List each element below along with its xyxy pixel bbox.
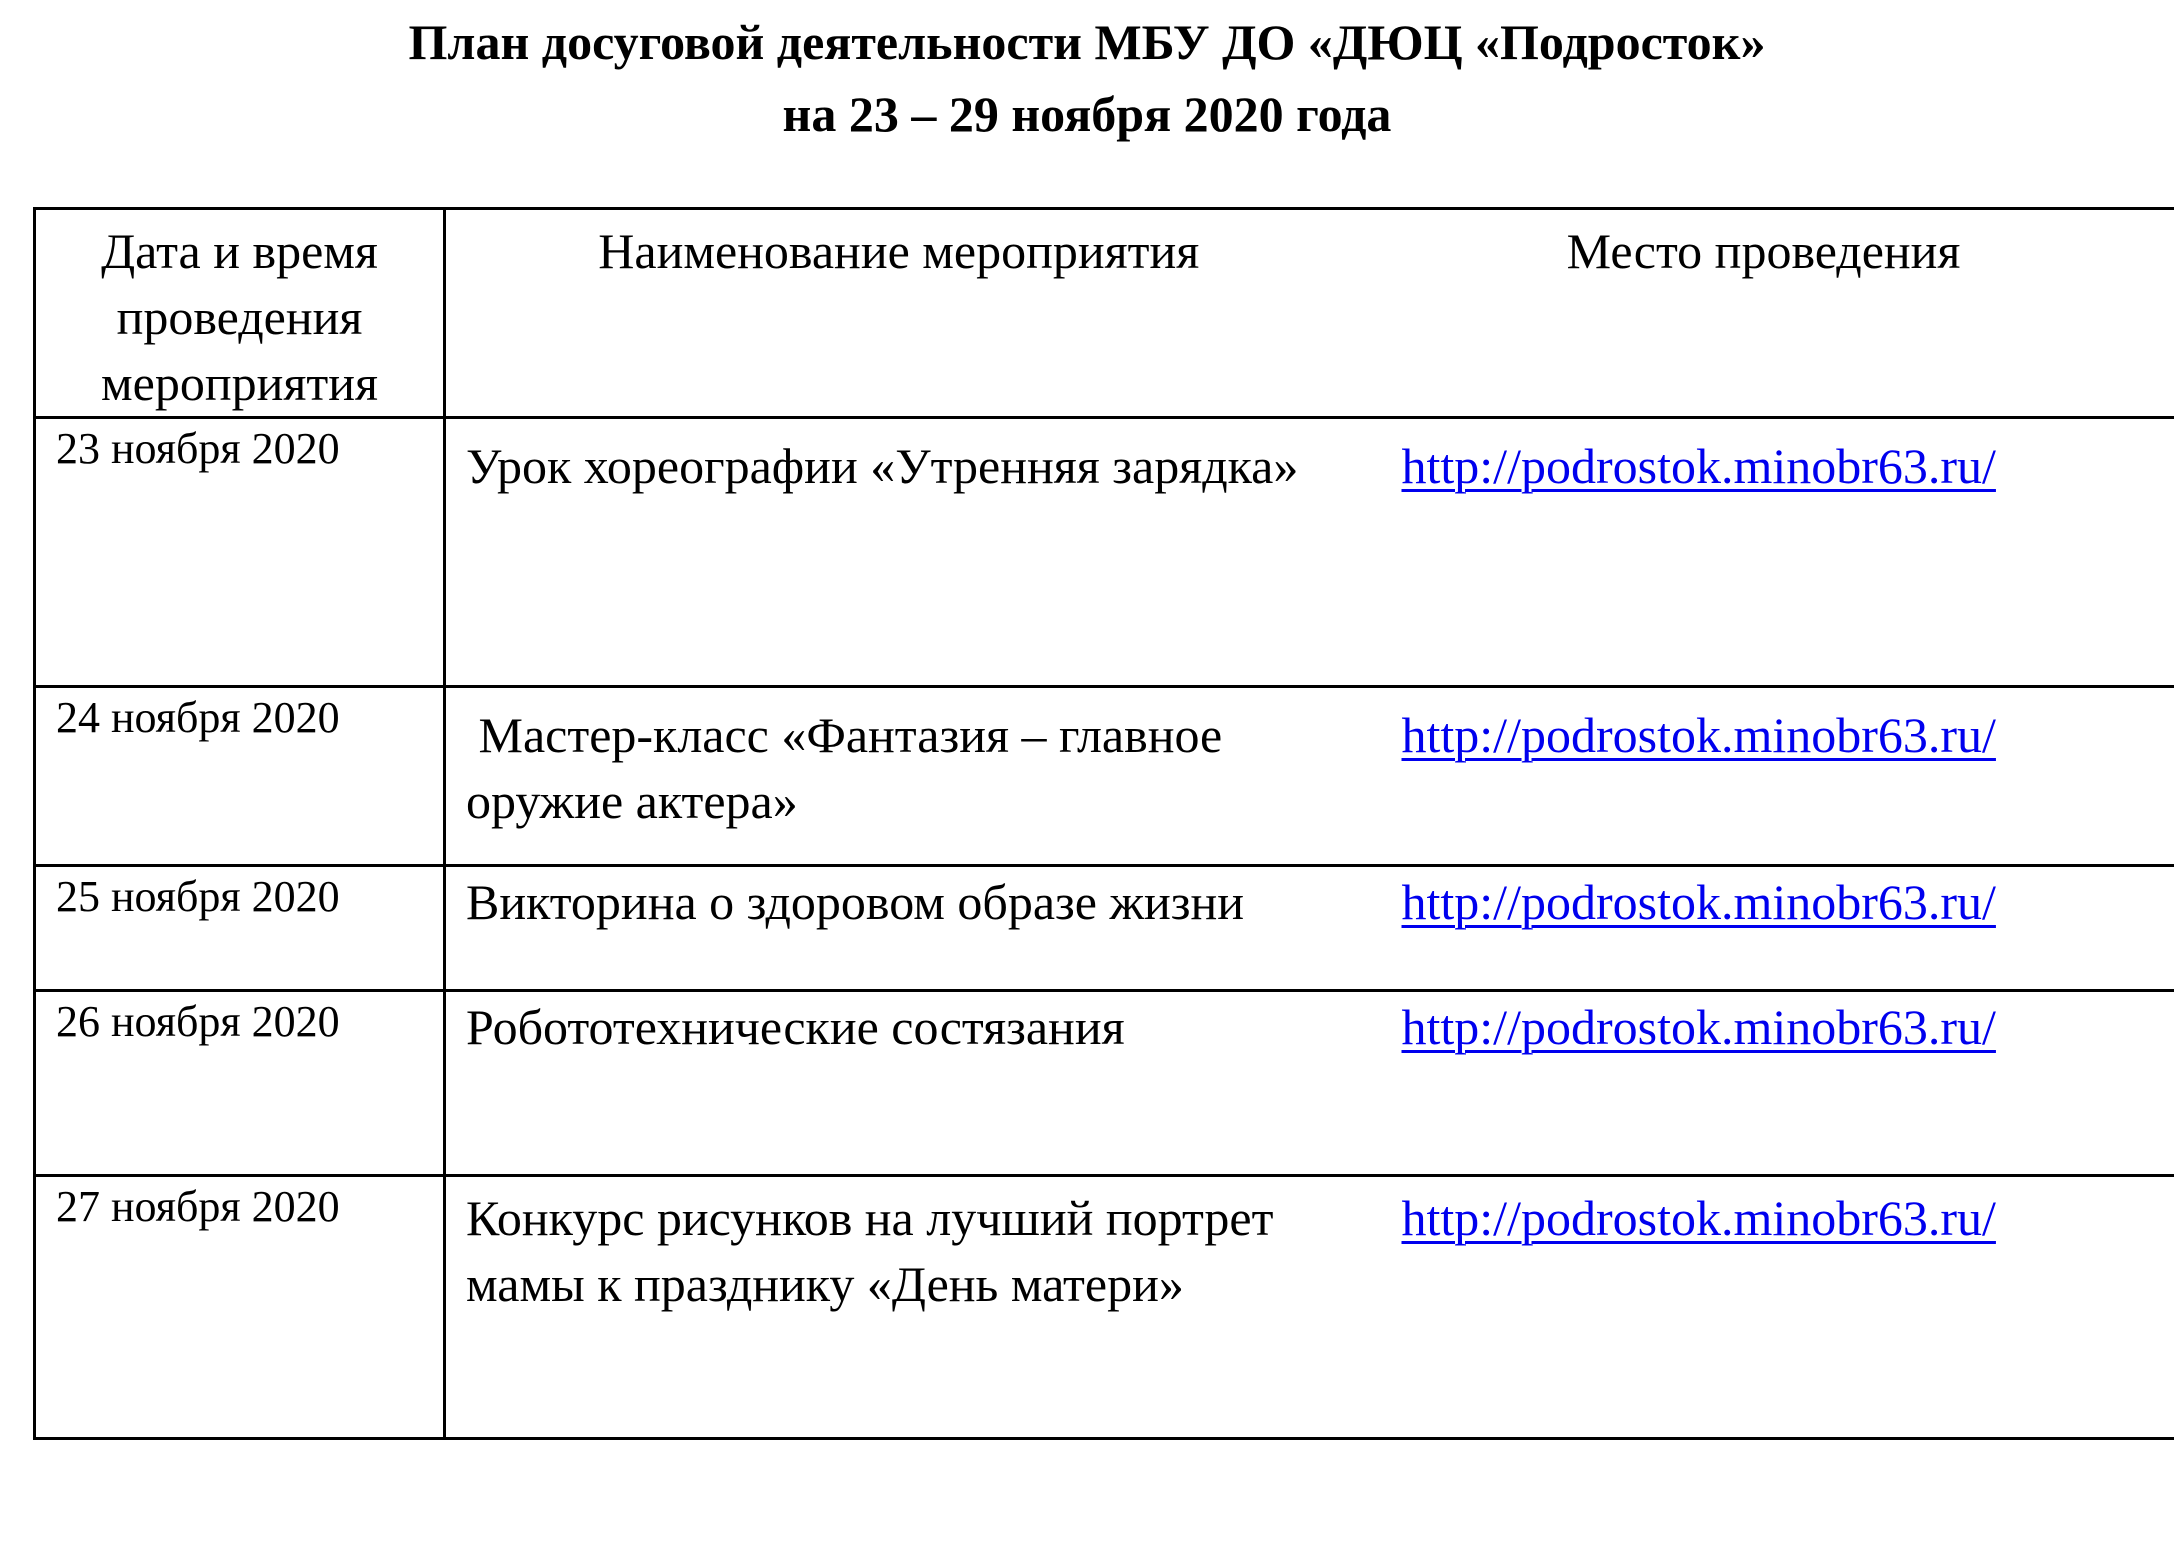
- row-place: [1352, 1176, 2174, 1439]
- row-date: 27 ноября 2020: [35, 1176, 445, 1439]
- row-date: 24 ноября 2020: [35, 687, 445, 866]
- row-date: 23 ноября 2020: [35, 418, 445, 687]
- table-row: [35, 1176, 2174, 1439]
- document-title-line-2: на 23 – 29 ноября 2020 года: [782, 86, 1392, 142]
- header-place: Место проведения: [1352, 209, 2174, 418]
- place-link[interactable]: http://podrostok.minobr63.ru/: [1401, 707, 1996, 763]
- table-row: [35, 866, 2174, 991]
- place-link[interactable]: http://podrostok.minobr63.ru/: [1401, 999, 1996, 1055]
- table-row: [35, 418, 2174, 687]
- table-header-row: [35, 209, 2174, 418]
- header-date-line-3: мероприятия: [101, 355, 378, 411]
- row-event: Робототехнические состязания: [445, 991, 1352, 1176]
- row-event: Мастер-класс «Фантазия – главное оружие актера»: [445, 687, 1352, 866]
- place-link[interactable]: http://podrostok.minobr63.ru/: [1401, 1190, 1996, 1246]
- activity-plan-table: [33, 207, 2174, 1440]
- row-event: Конкурс рисунков на лучший портрет мамы к празднику «День матери»: [445, 1176, 1352, 1439]
- row-event: Урок хореографии «Утренняя зарядка»: [445, 418, 1352, 687]
- row-date: 25 ноября 2020: [35, 866, 445, 991]
- header-date-line-1: Дата и время: [101, 223, 378, 279]
- place-link[interactable]: http://podrostok.minobr63.ru/: [1401, 874, 1996, 930]
- row-place: [1352, 687, 2174, 866]
- row-event: Викторина о здоровом образе жизни: [445, 866, 1352, 991]
- place-link[interactable]: http://podrostok.minobr63.ru/: [1401, 438, 1996, 494]
- document-title-line-1: План досуговой деятельности МБУ ДО «ДЮЦ «Подросток»: [408, 14, 1766, 70]
- header-event: Наименование мероприятия: [445, 209, 1352, 418]
- table-row: [35, 991, 2174, 1176]
- row-place: [1352, 991, 2174, 1176]
- row-place: [1352, 866, 2174, 991]
- header-date: [35, 209, 445, 418]
- header-date-line-2: проведения: [116, 289, 363, 345]
- row-date: 26 ноября 2020: [35, 991, 445, 1176]
- document-title: [0, 6, 2174, 150]
- table-row: [35, 687, 2174, 866]
- row-place: [1352, 418, 2174, 687]
